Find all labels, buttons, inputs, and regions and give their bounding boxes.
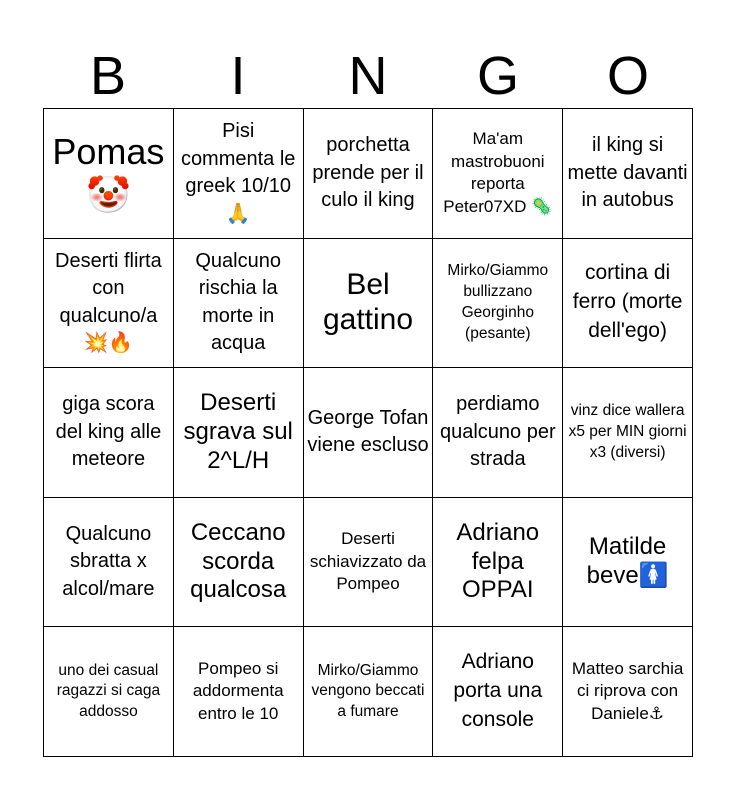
bingo-cell-r4-c3[interactable]: Deserti schiavizzato da Pompeo: [304, 498, 434, 628]
bingo-cell-r5-c2[interactable]: Pompeo si addormenta entro le 10: [174, 627, 304, 757]
bingo-cell-r4-c2[interactable]: Ceccano scorda qualcosa: [174, 498, 304, 628]
bingo-cell-r5-c4[interactable]: Adriano porta una console: [433, 627, 563, 757]
bingo-cell-r2-c5[interactable]: cortina di ferro (morte dell'ego): [563, 239, 693, 369]
header-letter-g: G: [476, 46, 519, 106]
bingo-cell-r1-c4[interactable]: Ma'am mastrobuoni reporta Peter07XD 🦠: [433, 109, 563, 239]
header-letter-b: B: [89, 46, 127, 106]
bingo-card: [43, 108, 693, 757]
bingo-cell-r1-c2[interactable]: Pisi commenta le greek 10/10🙏: [174, 109, 304, 239]
bingo-cell-r2-c1[interactable]: Deserti flirta con qualcuno/a 💥🔥: [44, 239, 174, 369]
bingo-cell-r4-c4[interactable]: Adriano felpa OPPAI: [433, 498, 563, 628]
bingo-cell-r1-c1[interactable]: Pomas 🤡: [44, 109, 174, 239]
bingo-cell-r5-c5[interactable]: Matteo sarchia ci riprova con Daniele⚓: [563, 627, 693, 757]
bingo-cell-r2-c4[interactable]: Mirko/Giammo bullizzano Georginho (pesante): [433, 239, 563, 369]
header-letter-n: N: [348, 46, 388, 106]
bingo-cell-r3-c1[interactable]: giga scora del king alle meteore: [44, 368, 174, 498]
bingo-cell-r2-c2[interactable]: Qualcuno rischia la morte in acqua: [174, 239, 304, 369]
header-letter-o: O: [606, 46, 649, 106]
bingo-cell-r3-c2[interactable]: Deserti sgrava sul 2^L/H: [174, 368, 304, 498]
bingo-cell-r1-c3[interactable]: porchetta prende per il culo il king: [304, 109, 434, 239]
header-letter-i: I: [230, 46, 246, 106]
bingo-cell-r2-c3[interactable]: Bel gattino: [304, 239, 434, 369]
bingo-cell-r3-c5[interactable]: vinz dice wallera x5 per MIN giorni x3 (diversi): [563, 368, 693, 498]
bingo-header: [43, 44, 693, 108]
bingo-cell-r4-c5[interactable]: Matilde beve🚺: [563, 498, 693, 628]
bingo-cell-r3-c3[interactable]: George Tofan viene escluso: [304, 368, 434, 498]
bingo-cell-r3-c4[interactable]: perdiamo qualcuno per strada: [433, 368, 563, 498]
bingo-cell-r5-c1[interactable]: uno dei casual ragazzi si caga addosso: [44, 627, 174, 757]
bingo-cell-r4-c1[interactable]: Qualcuno sbratta x alcol/mare: [44, 498, 174, 628]
bingo-cell-r5-c3[interactable]: Mirko/Giammo vengono beccati a fumare: [304, 627, 434, 757]
bingo-cell-r1-c5[interactable]: il king si mette davanti in autobus: [563, 109, 693, 239]
